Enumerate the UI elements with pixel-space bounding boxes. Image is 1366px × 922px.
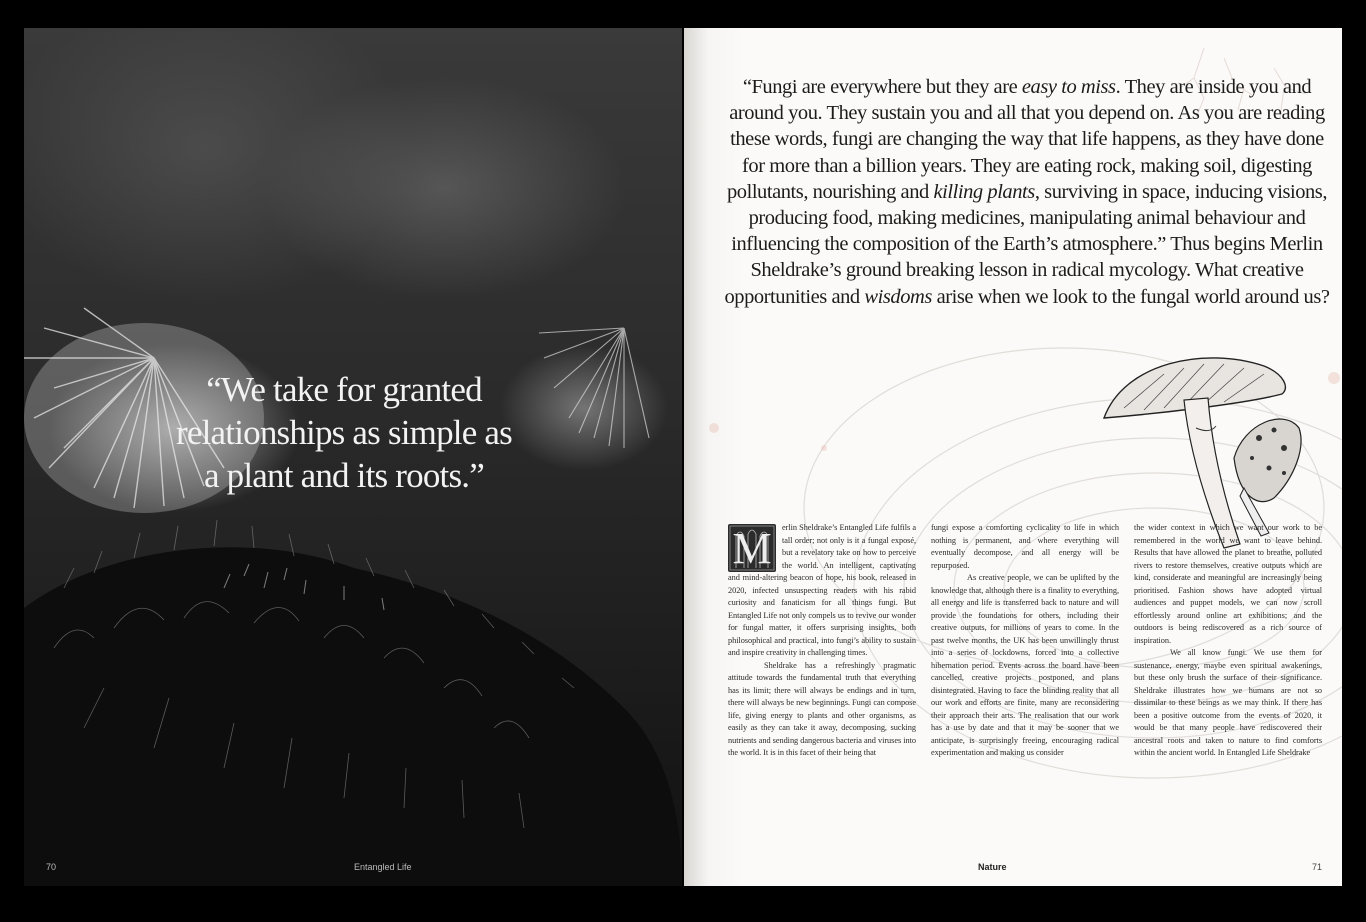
intro-text-2: . They are inside you and around you. They sustain you and all that you depend on. As you are reading these words, fungi are changing the way that life happens, as they have done for more than a billion years. They are eating rock, making soil, digesting pollutants, nourishing and [726,76,1325,203]
drop-cap [728,524,776,572]
paragraph: Sheldrake has a refreshingly pragmatic attitude towards the fundamental truth that everything has its limit; there will always be endings and in turn, there will always be new beginnings. Fungi can compose life, giving energy to plants and other organisms, as easily as they can take it away, decomposing, sucking nutrients and sending dangerous bacteria and viruses into the world. It is in this facet of their being that [728,660,916,757]
column-3 [1134,522,1322,844]
right-page [684,28,1342,886]
paragraph: fungi expose a comforting cyclicality to life in which nothing is permanent, and where everything will eventually decompose, and all energy will be repurposed. [931,523,1119,570]
running-head-right: Nature [978,862,1007,872]
intro-emphasis-2: killing plants [933,180,1035,203]
body-columns [728,522,1322,844]
intro-emphasis-1: easy to miss [1021,76,1116,98]
intro-text-4: arise when we look to the fungal world around us? [931,285,1330,308]
paragraph: We all know fungi. We use them for sustenance, energy, maybe even spiritual awakenings, but these only brush the surface of their significance. Sheldrake illustrates how we humans are not so dissimilar to these beings as we may think. If there has been a positive outcome from the events of 2020, it would be that many people have rediscovered their ancestral roots and taken to nature to find comforts within the ancient world. In Entangled Life Sheldrake [1134,648,1322,757]
paragraph: As creative people, we can be uplifted by the knowledge that, although there is a finality to everything, all energy and life is transferred back to nature and will provide the foundations for others, including their creative outputs, for millions of years to come. In the past twelve months, the UK has been unwillingly thrust into a series of lockdowns, forced into a collective hibernation period. Events across the board have been cancelled, creative projects postponed, and plans disintegrated. Having to face the blinding reality that all our work and efforts are finite, many are reconsidering their approach their arts. The realisation that our work has a use by date and that it may be sooner that we anticipate, is surprisingly freeing, encouraging radical experimentation and making us consider [931,573,1119,757]
pull-quote: “We take for granted relationships as simple as a plant and its roots.” [176,370,512,495]
paragraph: the wider context in which we want our work to be remembered in the world we want to leave behind. Results that have allowed the planet to breathe, polluted rivers to restore themselves, creative outputs which are kind, considerate and meaningful are increasingly being prioritised. Fashion shows have adopted virtual audiences and puppet models, we can now scroll effortlessly around online art exhibitions; and the outdoors is being rediscovered as a rich source of inspiration. [1134,523,1322,645]
column-1 [728,522,916,844]
magazine-spread [24,28,1342,886]
drop-cap-letter: M [732,524,772,573]
intro-text-3: , surviving in space, inducing visions, producing food, making medicines, manipulating animal behaviour and influencing the composition of the Earth’s atmosphere.” Thus begins Merlin Sheldrake’s ground breaking lesson in radical mycology. What creative opportunities and [724,180,1328,308]
page-number-right: 71 [1311,862,1322,872]
page-number-left: 70 [46,862,57,872]
paragraph-text: erlin Sheldrake’s Entangled Life fulfils a tall order; not only is it a fungal exposé, but a revelatory take on how to perceive the world. An intelligent, captivating and mind-altering beacon of hope, his book, released in 2020, infected unsuspecting readers with his rabid curiosity and fanaticism for all things fungi. But Entangled Life not only compels us to revive our wonder for fungal matter, it offers surprising insights, both philosophical and practical, into fungi’s ability to sustain and inspire creativity in challenging times. [728,523,916,657]
intro-emphasis-3: wisdoms [864,285,932,308]
paragraph [728,522,916,660]
left-page [24,28,682,886]
intro-text-1: “Fungi are everywhere but they are [742,76,1022,98]
column-2 [931,522,1119,844]
intro-paragraph [724,74,1330,310]
running-head-left: Entangled Life [354,862,412,872]
